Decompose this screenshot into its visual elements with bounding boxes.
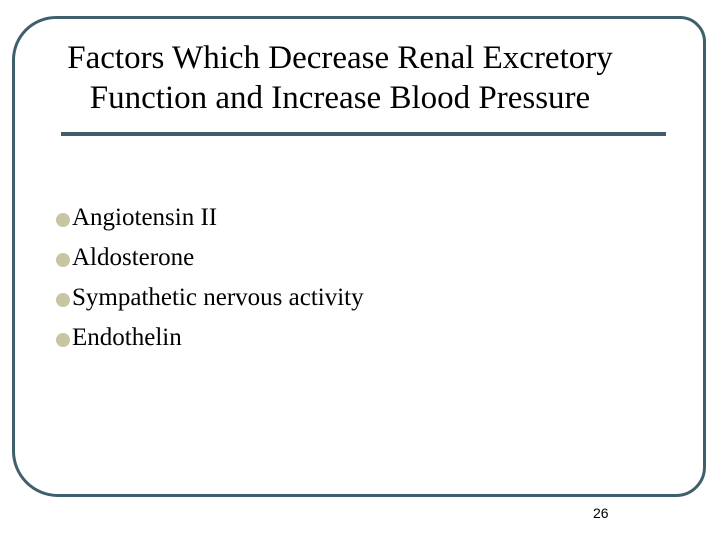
bullet-text: Aldosterone: [72, 244, 195, 271]
title-line-1: Factors Which Decrease Renal Excretory: [67, 40, 613, 76]
bullet-text: Angiotensin II: [72, 204, 218, 231]
round-bullet-icon: [56, 293, 70, 307]
round-bullet-icon: [56, 253, 70, 267]
bullet-item: [56, 238, 364, 278]
bullet-item: [56, 198, 364, 238]
slide-title: [30, 38, 650, 118]
round-bullet-icon: [56, 333, 70, 347]
bullet-item: [56, 278, 364, 318]
page-number: 26: [593, 505, 609, 521]
title-divider: [61, 132, 666, 136]
bullet-text: Sympathetic nervous activity: [72, 284, 364, 311]
bullet-list: [56, 198, 364, 358]
bullet-item: [56, 318, 364, 358]
round-bullet-icon: [56, 213, 70, 227]
bullet-text: Endothelin: [72, 324, 182, 351]
title-line-2: Function and Increase Blood Pressure: [89, 80, 591, 116]
